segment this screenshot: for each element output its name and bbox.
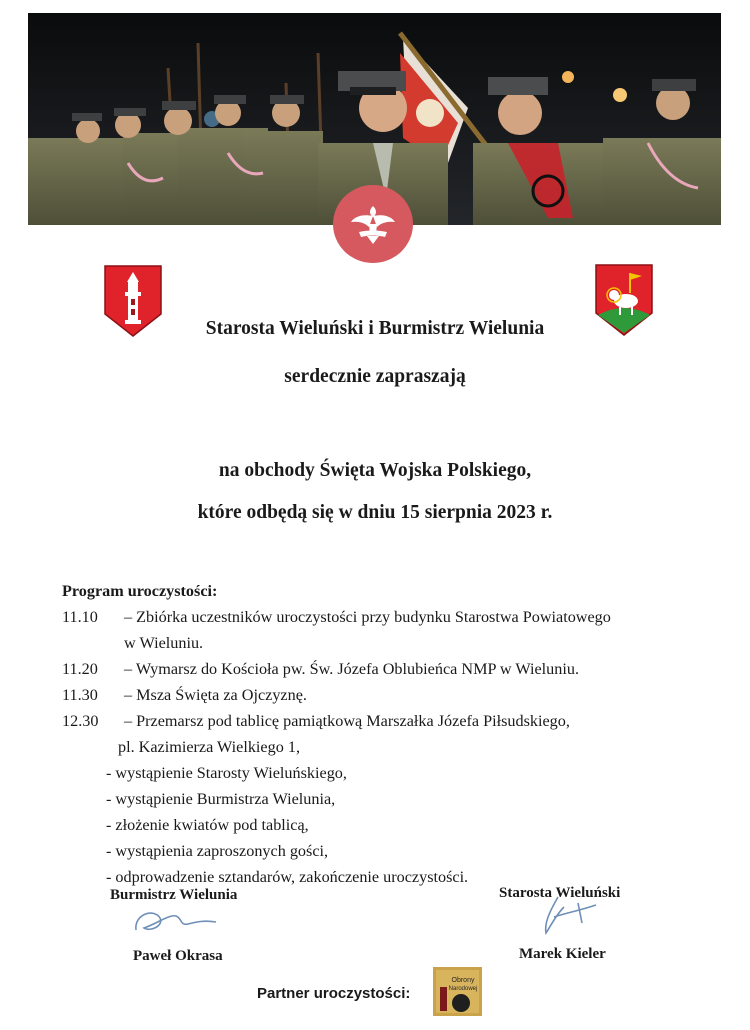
left-signatory-title: Burmistrz Wielunia [110, 887, 238, 903]
left-signatory-name: Paweł Okrasa [133, 948, 223, 964]
program-subitem: - wystąpienie Burmistrza Wielunia, [106, 790, 336, 808]
invitation-hosts: Starosta Wieluński i Burmistrz Wielunia [205, 318, 545, 339]
program-time: 12.30 [62, 712, 99, 730]
program-title: Program uroczystości: [62, 582, 218, 600]
partner-logo [433, 967, 482, 1016]
partner-logo-line-2: Narodowej [448, 986, 478, 992]
right-handwritten-signature [538, 893, 602, 939]
event-date: które odbędą się w dniu 15 sierpnia 2023 r. [197, 502, 553, 523]
program-text: – Msza Święta za Ojczyznę. [124, 686, 307, 704]
program-item-continuation: w Wieluniu. [124, 634, 204, 652]
program-time: 11.10 [62, 608, 98, 626]
program-item [62, 708, 722, 734]
program-text: – Zbiórka uczestników uroczystości przy budynku Starostwa Powiatowego [124, 608, 611, 626]
program-time: 11.30 [62, 686, 98, 704]
program-time: 11.20 [62, 660, 98, 678]
eagle-icon [349, 200, 397, 248]
invitation-phrase: serdecznie zapraszają [284, 366, 466, 387]
program-item [62, 682, 722, 708]
program-subitem: - wystąpienie Starosty Wieluńskiego, [106, 764, 347, 782]
program-subitem: - złożenie kwiatów pod tablicą, [106, 816, 309, 834]
partner-label: Partner uroczystości: [257, 985, 411, 1002]
program-text: – Przemarsz pod tablicę pamiątkową Marszałka Józefa Piłsudskiego, [124, 712, 570, 730]
right-signatory-title: Starosta Wieluński [499, 885, 621, 901]
program-text: – Wymarsz do Kościoła pw. Św. Józefa Oblubieńca NMP w Wieluniu. [124, 660, 579, 678]
partner-logo-line-1: Obrony [451, 977, 475, 984]
program-item [62, 604, 722, 630]
right-signatory-name: Marek Kieler [519, 946, 606, 962]
program-subitem: - odprowadzenie sztandarów, zakończenie uroczystości. [106, 868, 469, 886]
program-item-continuation: pl. Kazimierza Wielkiego 1, [118, 738, 300, 756]
program-item [62, 656, 722, 682]
program-section [62, 578, 722, 890]
polish-army-eagle-emblem [333, 185, 413, 263]
left-handwritten-signature [130, 900, 220, 938]
event-name: na obchody Święta Wojska Polskiego, [218, 460, 532, 481]
program-subitem: - wystąpienia zaproszonych gości, [106, 842, 329, 860]
